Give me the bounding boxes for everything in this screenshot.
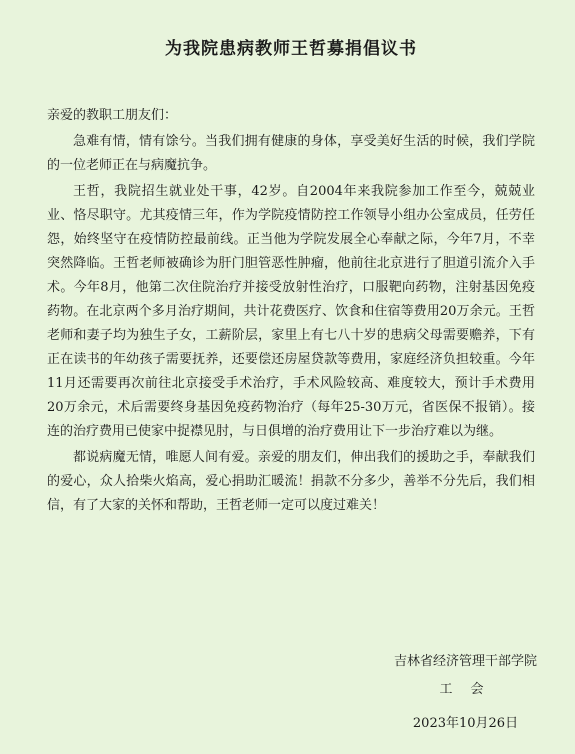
paragraph-appeal: 都说病魔无情，唯愿人间有爱。亲爱的朋友们，伸出我们的援助之手，奉献我们的爱心，众人拾柴火焰高，爱心捐助汇暖流！捐款不分多少，善举不分先后，我们相信，有了大家的关怀和帮助，王哲老师一定可以度过难关！: [47, 450, 535, 513]
greeting: 亲爱的教职工朋友们：: [47, 108, 178, 123]
signature-date: 2023年10月26日: [412, 716, 519, 731]
document-body: [47, 130, 535, 518]
document-title: 为我院患病教师王哲募捐倡议书: [165, 39, 417, 59]
signature-organization: 吉林省经济管理干部学院: [393, 654, 537, 669]
signature-block: [394, 648, 537, 738]
paragraph-situation: 王哲，我院招生就业处干事，42岁。自2004年来我院参加工作至今，兢兢业业、恪尽职守。尤其疫情三年，作为学院疫情防控工作领导小组办公室成员，任劳任怨，始终坚守在疫情防控最前线。正当他为学院发展全心奉献之际，今年7月，不幸突然降临。王哲老师被确诊为肝门胆管恶性肿瘤，他前往北京进行了胆道引流介入手术。今年8月，他第二次住院治疗并接受放射性治疗，口服靶向药物，注射基因免疫药物。在北京两个多月治疗期间，共计花费医疗、饮食和住宿等费用20万余元。王哲老师和妻子均为独生子女，工薪阶层，家里上有七八十岁的患病父母需要赡养，下有正在读书的年幼孩子需要抚养，还要偿还房屋贷款等费用，家庭经济负担较重。今年11月还需要再次前往北京接受手术治疗，手术风险较高、难度较大，预计手术费用20万余元，术后需要终身基因免疫药物治疗（每年25-30万元，省医保不报销）。接连的治疗费用已使家中捉襟见肘，与日俱增的治疗费用让下一步治疗难以为继。: [47, 184, 535, 439]
signature-committee: 工会: [439, 682, 502, 697]
paragraph-intro: 急难有情，情有馀兮。当我们拥有健康的身体，享受美好生活的时候，我们学院的一位老师正在与病魔抗争。: [47, 134, 535, 173]
